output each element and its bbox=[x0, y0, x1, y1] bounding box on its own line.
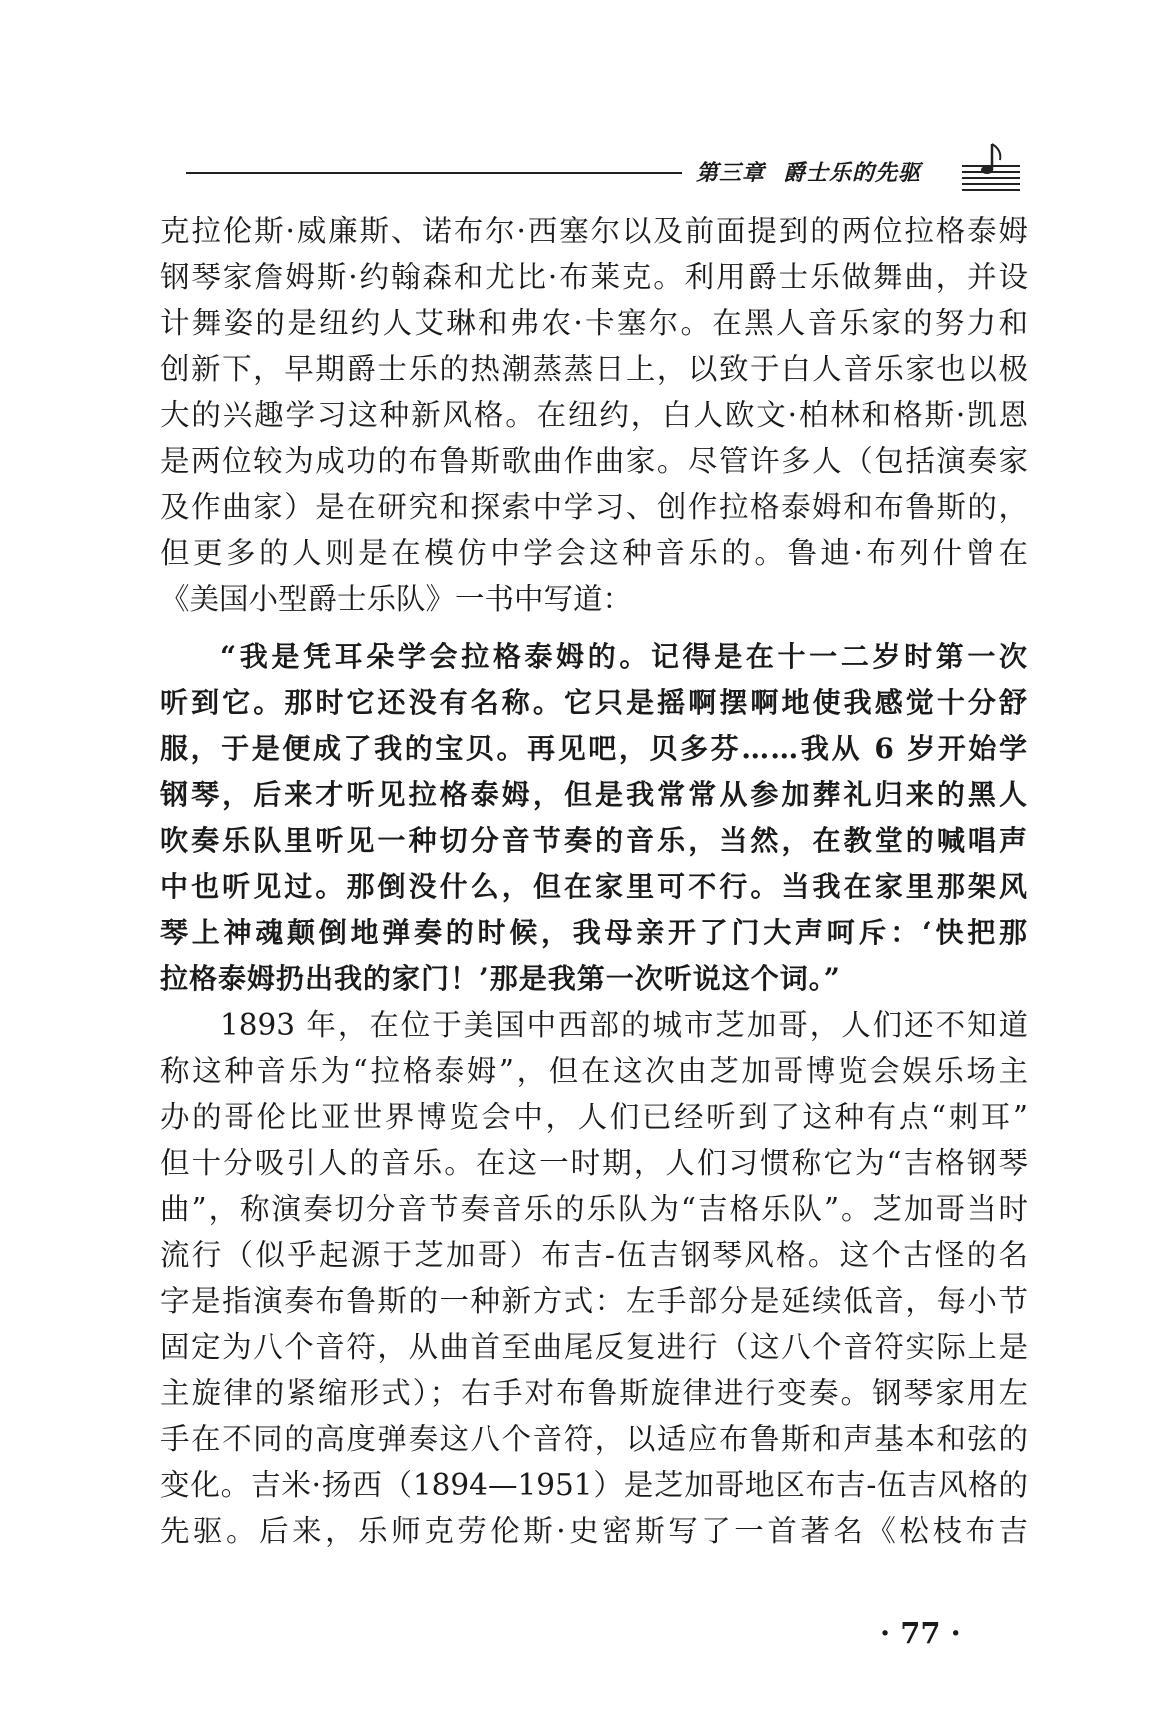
block-quote bbox=[160, 634, 1028, 1002]
text-line: 创新下，早期爵士乐的热潮蒸蒸日上，以致于白人音乐家也以极 bbox=[160, 352, 1028, 386]
paragraph-1 bbox=[160, 208, 1028, 622]
text-line: 称这种音乐为“拉格泰姆”，但在这次由芝加哥博览会娱乐场主 bbox=[160, 1054, 1028, 1088]
quote-line: 钢琴，后来才听见拉格泰姆，但是我常常从参加葬礼归来的黑人 bbox=[160, 778, 1028, 811]
quote-line: 拉格泰姆扔出我的家门！’那是我第一次听说这个词。” bbox=[160, 962, 841, 995]
text-line: 但十分吸引人的音乐。在这一时期，人们习惯称它为“吉格钢琴 bbox=[160, 1146, 1028, 1180]
running-header bbox=[186, 152, 1026, 192]
text-line: 手在不同的高度弹奏这八个音符，以适应布鲁斯和声基本和弦的 bbox=[160, 1422, 1028, 1456]
quote-line: 琴上神魂颠倒地弹奏的时候，我母亲开了门大声呵斥：‘快把那 bbox=[160, 916, 1028, 949]
quote-line: 吹奏乐队里听见一种切分音节奏的音乐，当然，在教堂的喊唱声 bbox=[160, 824, 1028, 857]
text-line: 流行（似乎起源于芝加哥）布吉-伍吉钢琴风格。这个古怪的名 bbox=[160, 1238, 1028, 1272]
text-line: 大的兴趣学习这种新风格。在纽约，白人欧文·柏林和格斯·凯恩 bbox=[160, 398, 1028, 432]
music-staff-icon bbox=[956, 140, 1026, 196]
text-line: 先驱。后来，乐师克劳伦斯·史密斯写了一首著名《松枝布吉 bbox=[160, 1514, 1028, 1548]
quote-line: 听到它。那时它还没有名称。它只是摇啊摆啊地使我感觉十分舒 bbox=[160, 686, 1028, 719]
text-line: 曲”，称演奏切分音节奏音乐的乐队为“吉格乐队”。芝加哥当时 bbox=[160, 1192, 1028, 1226]
text-line: 克拉伦斯·威廉斯、诺布尔·西塞尔以及前面提到的两位拉格泰姆 bbox=[160, 214, 1028, 248]
text-line: 办的哥伦比亚世界博览会中，人们已经听到了这种有点“刺耳” bbox=[160, 1100, 1028, 1134]
text-line: 是两位较为成功的布鲁斯歌曲作曲家。尽管许多人（包括演奏家 bbox=[160, 444, 1028, 478]
page-number: · 77 · bbox=[880, 1616, 961, 1650]
text-line: 1893 年，在位于美国中西部的城市芝加哥，人们还不知道 bbox=[220, 1008, 1028, 1042]
quote-line: 服，于是便成了我的宝贝。再见吧，贝多芬……我从 6 岁开始学 bbox=[160, 732, 1028, 765]
text-line: 及作曲家）是在研究和探索中学习、创作拉格泰姆和布鲁斯的， bbox=[160, 490, 1028, 524]
quote-line: “我是凭耳朵学会拉格泰姆的。记得是在十一二岁时第一次 bbox=[220, 640, 1028, 673]
text-line: 《美国小型爵士乐队》一书中写道： bbox=[160, 582, 633, 616]
quote-line: 中也听见过。那倒没什么，但在家里可不行。当我在家里那架风 bbox=[160, 870, 1028, 903]
header-chapter: 第三章 bbox=[696, 160, 766, 186]
paragraph-2 bbox=[160, 1002, 1028, 1554]
header-title bbox=[696, 156, 921, 187]
text-line: 但更多的人则是在模仿中学会这种音乐的。鲁迪·布列什曾在 bbox=[160, 536, 1028, 570]
header-rule bbox=[186, 172, 682, 174]
text-line: 计舞姿的是纽约人艾琳和弗农·卡塞尔。在黑人音乐家的努力和 bbox=[160, 306, 1028, 340]
text-line: 变化。吉米·扬西（1894—1951）是芝加哥地区布吉-伍吉风格的 bbox=[160, 1468, 1028, 1502]
text-line: 固定为八个音符，从曲首至曲尾反复进行（这八个音符实际上是 bbox=[160, 1330, 1028, 1364]
text-line: 字是指演奏布鲁斯的一种新方式：左手部分是延续低音，每小节 bbox=[160, 1284, 1028, 1318]
text-line: 钢琴家詹姆斯·约翰森和尤比·布莱克。利用爵士乐做舞曲，并设 bbox=[160, 260, 1028, 294]
text-line: 主旋律的紧缩形式）；右手对布鲁斯旋律进行变奏。钢琴家用左 bbox=[160, 1376, 1028, 1410]
header-chapter-title: 爵士乐的先驱 bbox=[783, 160, 922, 186]
